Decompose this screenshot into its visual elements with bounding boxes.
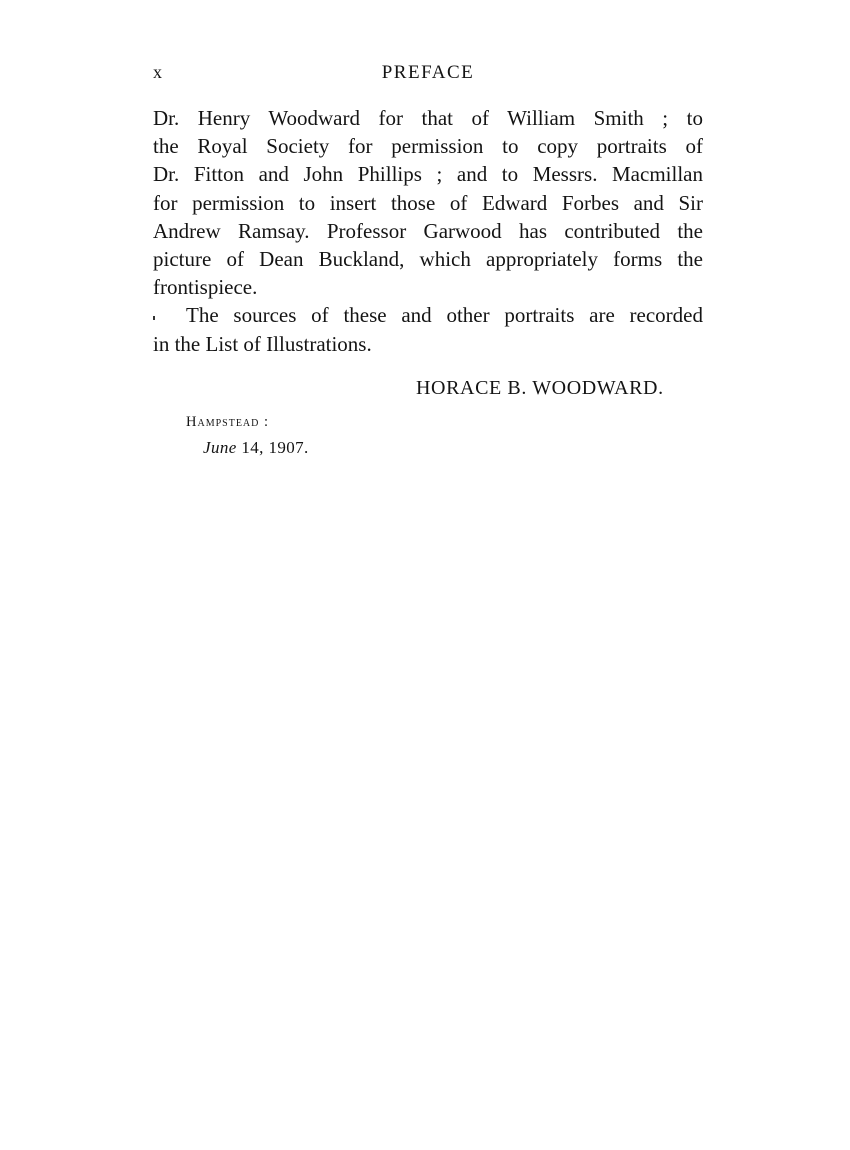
body-line: frontispiece. (153, 275, 258, 300)
running-head (153, 62, 703, 88)
date-month: June (203, 438, 237, 457)
preface-body (153, 104, 703, 358)
page-number: x (153, 62, 163, 82)
running-title: PREFACE (381, 62, 475, 83)
body-line: Dr. Fitton and John Phillips ; and to Messrs. Macmillan (153, 162, 703, 187)
body-line: for permission to insert those of Edward Forbes and Sir (153, 190, 703, 215)
body-line: picture of Dean Buckland, which appropriately forms the (153, 246, 703, 271)
author-signature: HORACE B. WOODWARD. (416, 377, 664, 399)
place-line: Hampstead : (186, 414, 270, 430)
date-line (203, 438, 309, 458)
date-rest: 14, 1907. (236, 438, 309, 457)
body-line: the Royal Society for permission to copy portraits of (153, 134, 703, 159)
body-line: The sources of these and other portraits are recorded (186, 303, 703, 328)
body-line: in the List of Illustrations. (153, 331, 372, 356)
ink-speck (153, 316, 155, 320)
body-line: Andrew Ramsay. Professor Garwood has contributed the (153, 218, 703, 243)
body-line: Dr. Henry Woodward for that of William Smith ; to (153, 106, 703, 130)
